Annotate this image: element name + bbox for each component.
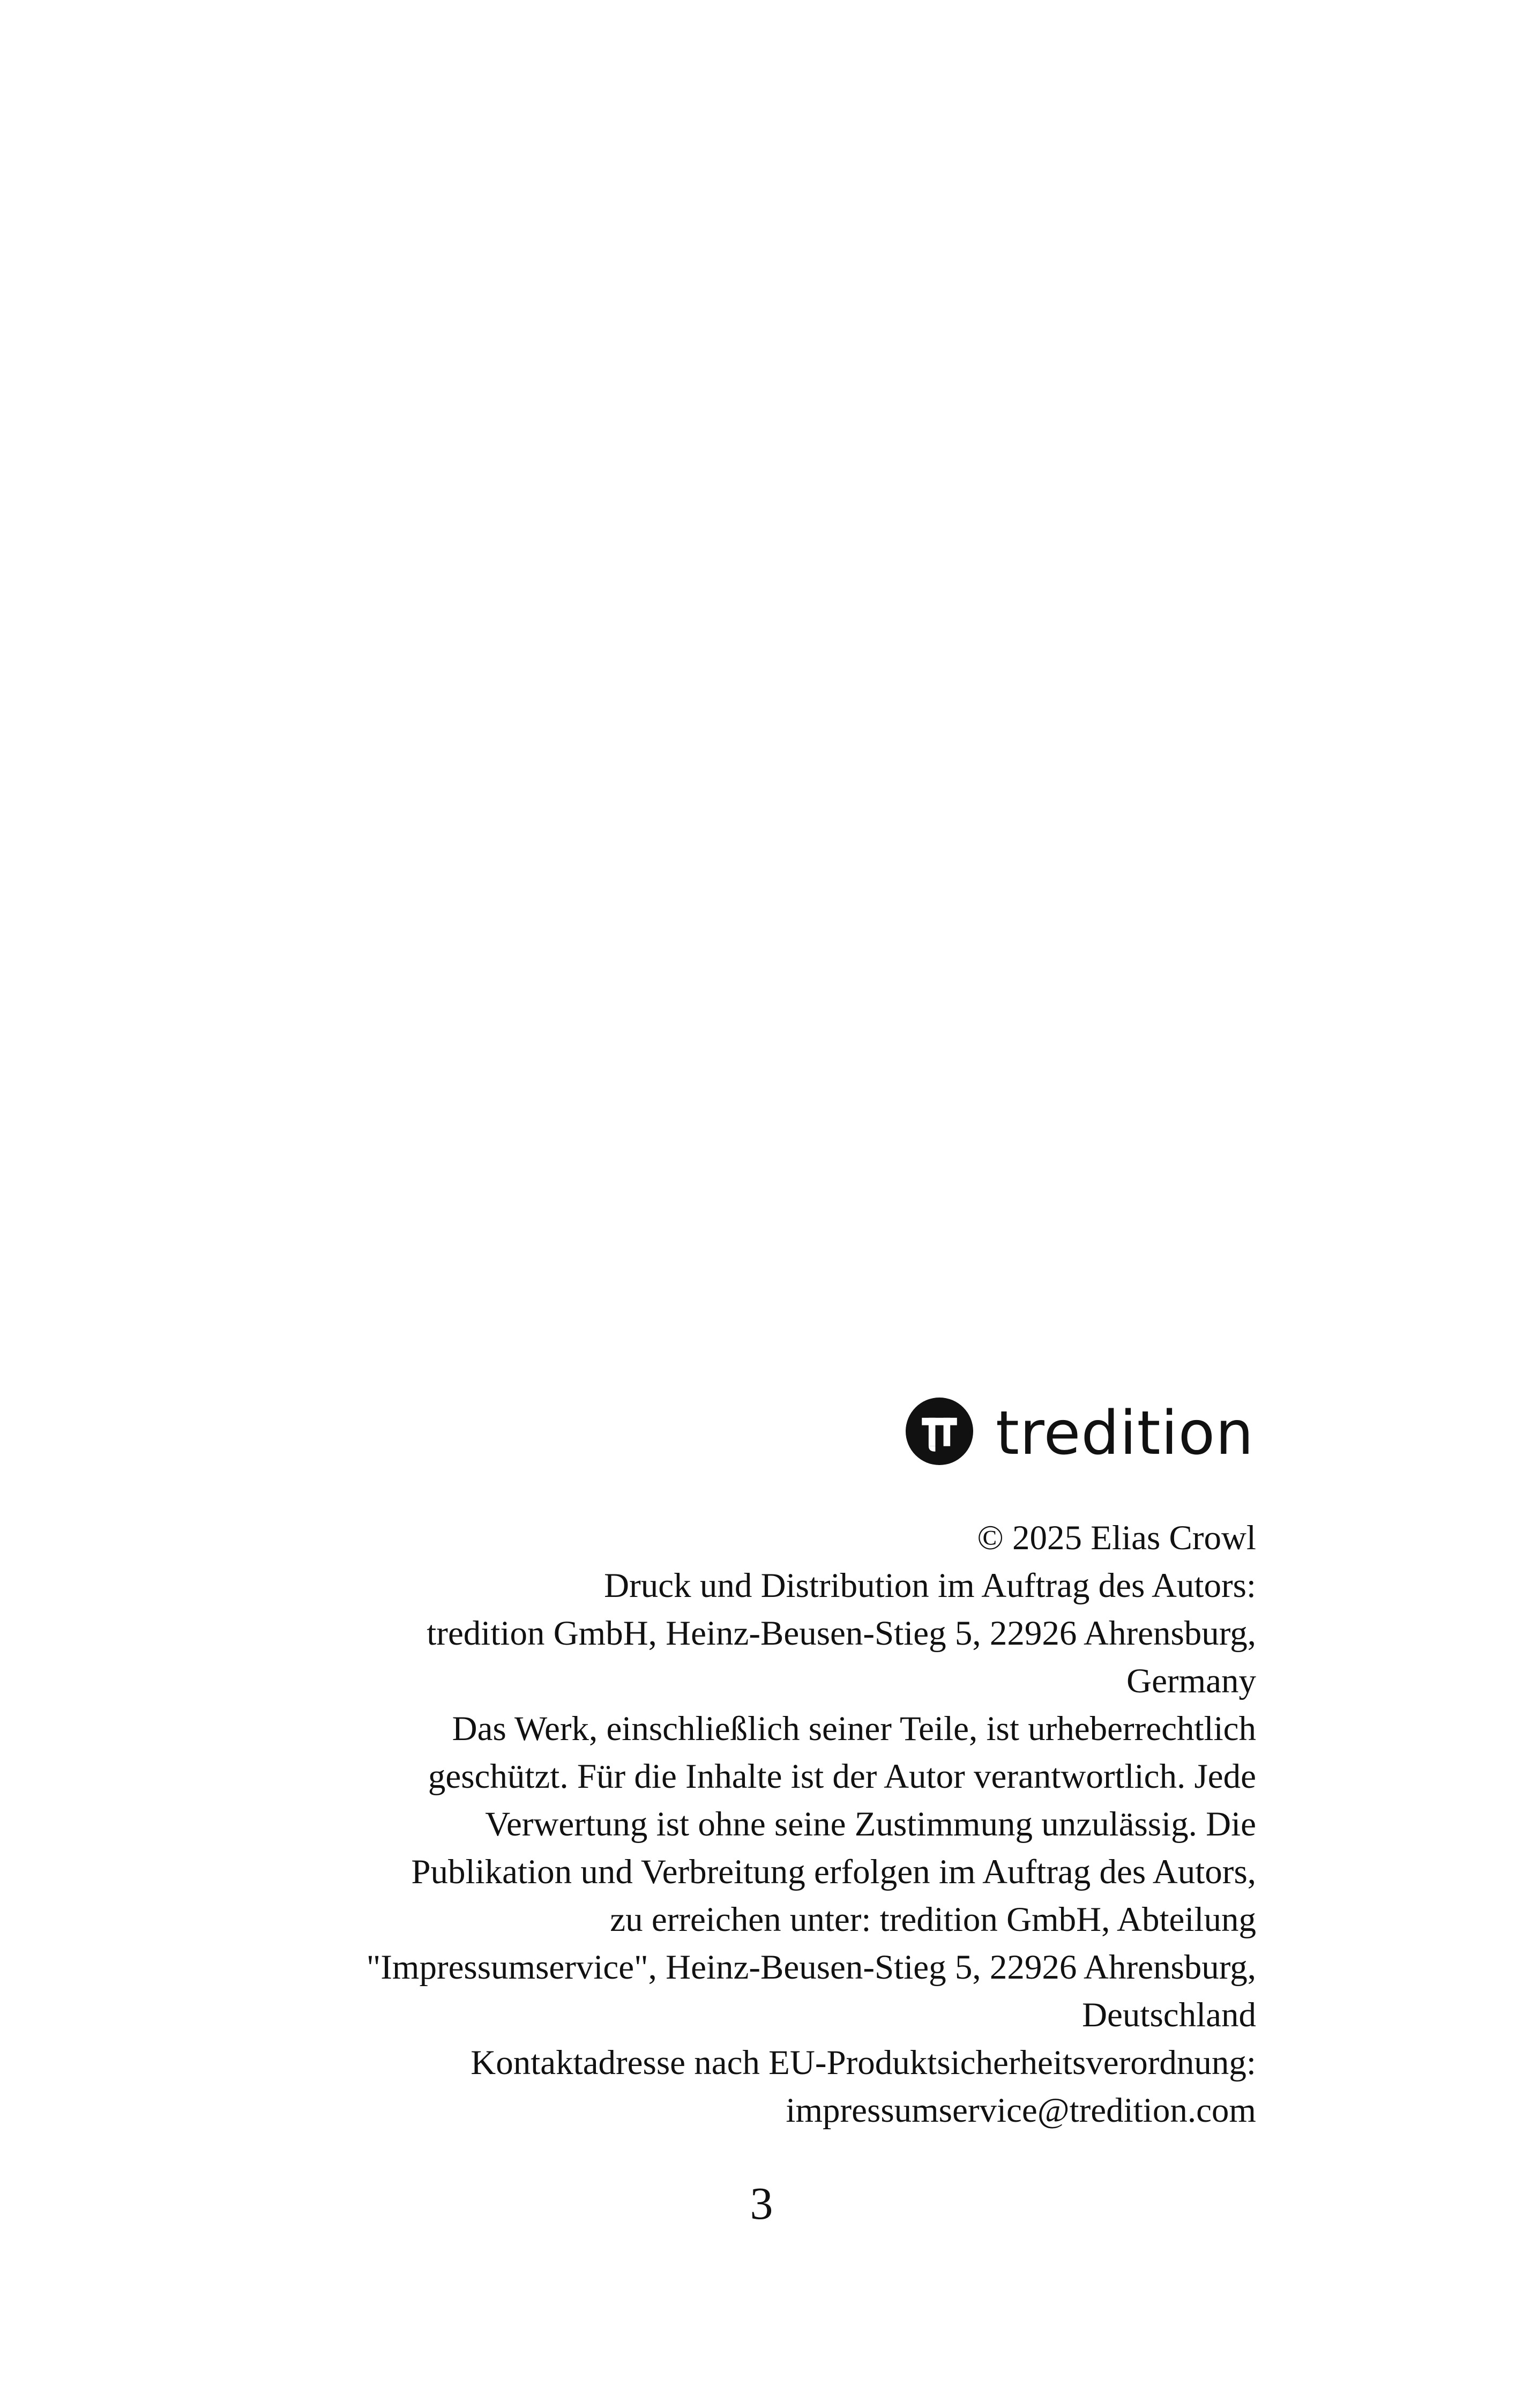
copyright-line: © 2025 Elias Crowl (977, 1519, 1256, 1557)
imprint-line: Kontaktadresse nach EU-Produktsicherheitsverordnung: (471, 2043, 1256, 2082)
contact-email: impressumservice@tredition.com (786, 2091, 1256, 2130)
logo-wordmark: tredition (996, 1399, 1255, 1468)
imprint-line: Das Werk, einschließlich seiner Teile, ist urheberrechtlich (452, 1710, 1256, 1748)
imprint-line: zu erreichen unter: tredition GmbH, Abteilung (610, 1900, 1256, 1939)
imprint-line: "Impressumservice", Heinz-Beusen-Stieg 5, 22926 Ahrensburg, (366, 1948, 1256, 1987)
imprint-line: Deutschland (1082, 1996, 1256, 2034)
imprint-line: geschützt. Für die Inhalte ist der Autor verantwortlich. Jede (428, 1757, 1256, 1796)
tredition-logo-icon (906, 1398, 973, 1465)
publisher-logo (906, 1396, 1254, 1466)
imprint-line: Verwertung ist ohne seine Zustimmung unzulässig. Die (485, 1805, 1256, 1844)
imprint-line: Druck und Distribution im Auftrag des Autors: (604, 1566, 1256, 1605)
imprint-line: tredition GmbH, Heinz-Beusen-Stieg 5, 22926 Ahrensburg, (427, 1614, 1256, 1653)
imprint-line: Publikation und Verbreitung erfolgen im Auftrag des Autors, (411, 1853, 1256, 1891)
imprint-line: Germany (1126, 1662, 1256, 1700)
imprint-block (158, 1514, 1256, 2135)
page-number: 3 (750, 2177, 773, 2229)
